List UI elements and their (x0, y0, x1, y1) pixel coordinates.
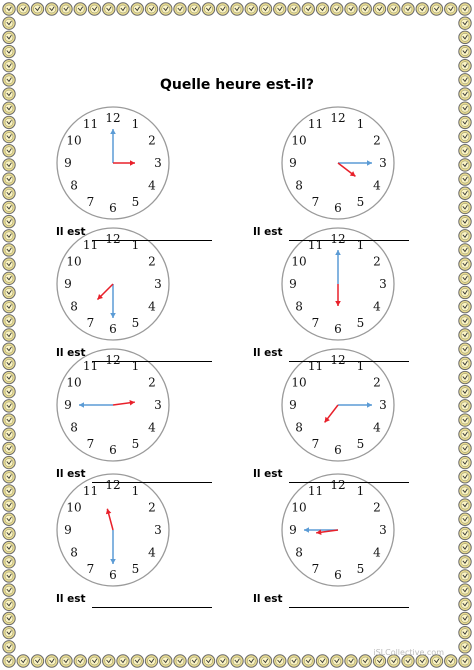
clock-number: 12 (330, 232, 346, 246)
clock-number: 8 (70, 545, 78, 560)
clock-number: 5 (131, 315, 140, 330)
clock-number: 6 (334, 568, 342, 582)
answer-label: Il est (253, 593, 283, 605)
clock-number: 7 (311, 561, 320, 576)
answer-label: Il est (56, 347, 86, 359)
clock-number: 8 (295, 178, 303, 193)
clock-number: 2 (373, 500, 381, 515)
clock-number: 9 (289, 277, 297, 291)
clock-number: 2 (148, 133, 156, 148)
page-title: Quelle heure est-il? (159, 77, 315, 93)
clock-number: 7 (86, 561, 95, 576)
clock-number: 8 (295, 545, 303, 560)
clock-number: 12 (105, 111, 121, 125)
clock-number: 1 (356, 359, 365, 374)
answer-label: Il est (56, 226, 86, 238)
clock-number: 11 (307, 359, 324, 374)
clock-number: 4 (373, 420, 381, 435)
clock-number: 9 (64, 398, 72, 412)
clock-5 (57, 349, 169, 461)
clock-number: 8 (295, 420, 303, 435)
answer-label: Il est (253, 226, 283, 238)
answer-blank-line[interactable] (92, 240, 212, 241)
clock-number: 4 (148, 178, 156, 193)
clock-number: 11 (307, 238, 324, 253)
clock-number: 3 (154, 523, 162, 537)
clock-number: 6 (109, 443, 117, 457)
clock-number: 7 (311, 436, 320, 451)
clock-number: 7 (86, 436, 95, 451)
clock-number: 5 (356, 436, 365, 451)
clock-number: 8 (70, 420, 78, 435)
clock-number: 9 (289, 398, 297, 412)
clock-number: 5 (131, 561, 140, 576)
clock-number: 3 (154, 398, 162, 412)
clock-number: 5 (356, 315, 365, 330)
clock-number: 7 (311, 315, 320, 330)
answer-blank-line[interactable] (92, 607, 212, 608)
clock-number: 8 (70, 178, 78, 193)
clock-8 (282, 474, 394, 586)
clock-number: 1 (131, 117, 140, 132)
clock-number: 3 (154, 277, 162, 291)
clock-number: 11 (82, 484, 99, 499)
clock-number: 2 (373, 133, 381, 148)
clock-number: 1 (356, 484, 365, 499)
clock-number: 12 (105, 232, 121, 246)
answer-label: Il est (56, 468, 86, 480)
clock-number: 4 (148, 299, 156, 314)
answer-label: Il est (56, 593, 86, 605)
clock-number: 6 (109, 201, 117, 215)
clock-number: 5 (356, 194, 365, 209)
clock-number: 12 (105, 478, 121, 492)
clock-number: 2 (373, 375, 381, 390)
clock-number: 8 (295, 299, 303, 314)
clock-number: 10 (291, 133, 307, 148)
clock-number: 10 (66, 375, 82, 390)
answer-blank-line[interactable] (289, 361, 409, 362)
clock-number: 10 (291, 254, 307, 269)
clock-number: 7 (86, 315, 95, 330)
clock-number: 3 (379, 523, 387, 537)
clock-number: 3 (154, 156, 162, 170)
clock-number: 4 (373, 178, 381, 193)
answer-blank-line[interactable] (92, 482, 212, 483)
clock-number: 11 (307, 117, 324, 132)
clock-number: 2 (148, 254, 156, 269)
clock-number: 6 (334, 201, 342, 215)
clock-number: 10 (66, 500, 82, 515)
clock-number: 5 (131, 194, 140, 209)
clock-3 (57, 228, 169, 340)
clock-number: 11 (82, 117, 99, 132)
clock-6 (282, 349, 394, 461)
clock-number: 7 (311, 194, 320, 209)
clock-number: 8 (70, 299, 78, 314)
answer-label: Il est (253, 468, 283, 480)
clock-number: 10 (291, 375, 307, 390)
clock-number: 9 (64, 523, 72, 537)
clock-number: 12 (330, 353, 346, 367)
clock-number: 1 (131, 238, 140, 253)
answer-blank-line[interactable] (289, 240, 409, 241)
clock-number: 4 (148, 545, 156, 560)
clock-number: 1 (356, 238, 365, 253)
clock-number: 9 (289, 523, 297, 537)
clock-1 (57, 107, 169, 219)
clock-number: 9 (289, 156, 297, 170)
clock-number: 9 (64, 277, 72, 291)
clock-number: 9 (64, 156, 72, 170)
answer-blank-line[interactable] (92, 361, 212, 362)
clock-number: 3 (379, 398, 387, 412)
answer-blank-line[interactable] (289, 482, 409, 483)
clock-number: 5 (131, 436, 140, 451)
clock-2 (282, 107, 394, 219)
clock-number: 6 (334, 322, 342, 336)
clock-number: 1 (131, 484, 140, 499)
clock-number: 1 (131, 359, 140, 374)
clock-number: 11 (82, 238, 99, 253)
clock-number: 10 (291, 500, 307, 515)
clock-number: 6 (334, 443, 342, 457)
clock-number: 5 (356, 561, 365, 576)
clock-number: 3 (379, 277, 387, 291)
clock-number: 7 (86, 194, 95, 209)
clock-4 (282, 228, 394, 340)
clock-number: 6 (109, 322, 117, 336)
clock-number: 10 (66, 133, 82, 148)
clock-number: 11 (82, 359, 99, 374)
answer-label: Il est (253, 347, 283, 359)
clock-number: 4 (373, 299, 381, 314)
clock-number: 2 (148, 500, 156, 515)
clock-number: 11 (307, 484, 324, 499)
clock-number: 12 (105, 353, 121, 367)
answer-blank-line[interactable] (289, 607, 409, 608)
clock-number: 2 (148, 375, 156, 390)
clock-number: 3 (379, 156, 387, 170)
clock-number: 12 (330, 478, 346, 492)
clock-number: 1 (356, 117, 365, 132)
clock-number: 12 (330, 111, 346, 125)
clock-number: 4 (148, 420, 156, 435)
clock-number: 6 (109, 568, 117, 582)
clock-7 (57, 474, 169, 586)
clock-number: 4 (373, 545, 381, 560)
clock-number: 2 (373, 254, 381, 269)
watermark: iSLCollective.com (373, 648, 444, 657)
clock-number: 10 (66, 254, 82, 269)
